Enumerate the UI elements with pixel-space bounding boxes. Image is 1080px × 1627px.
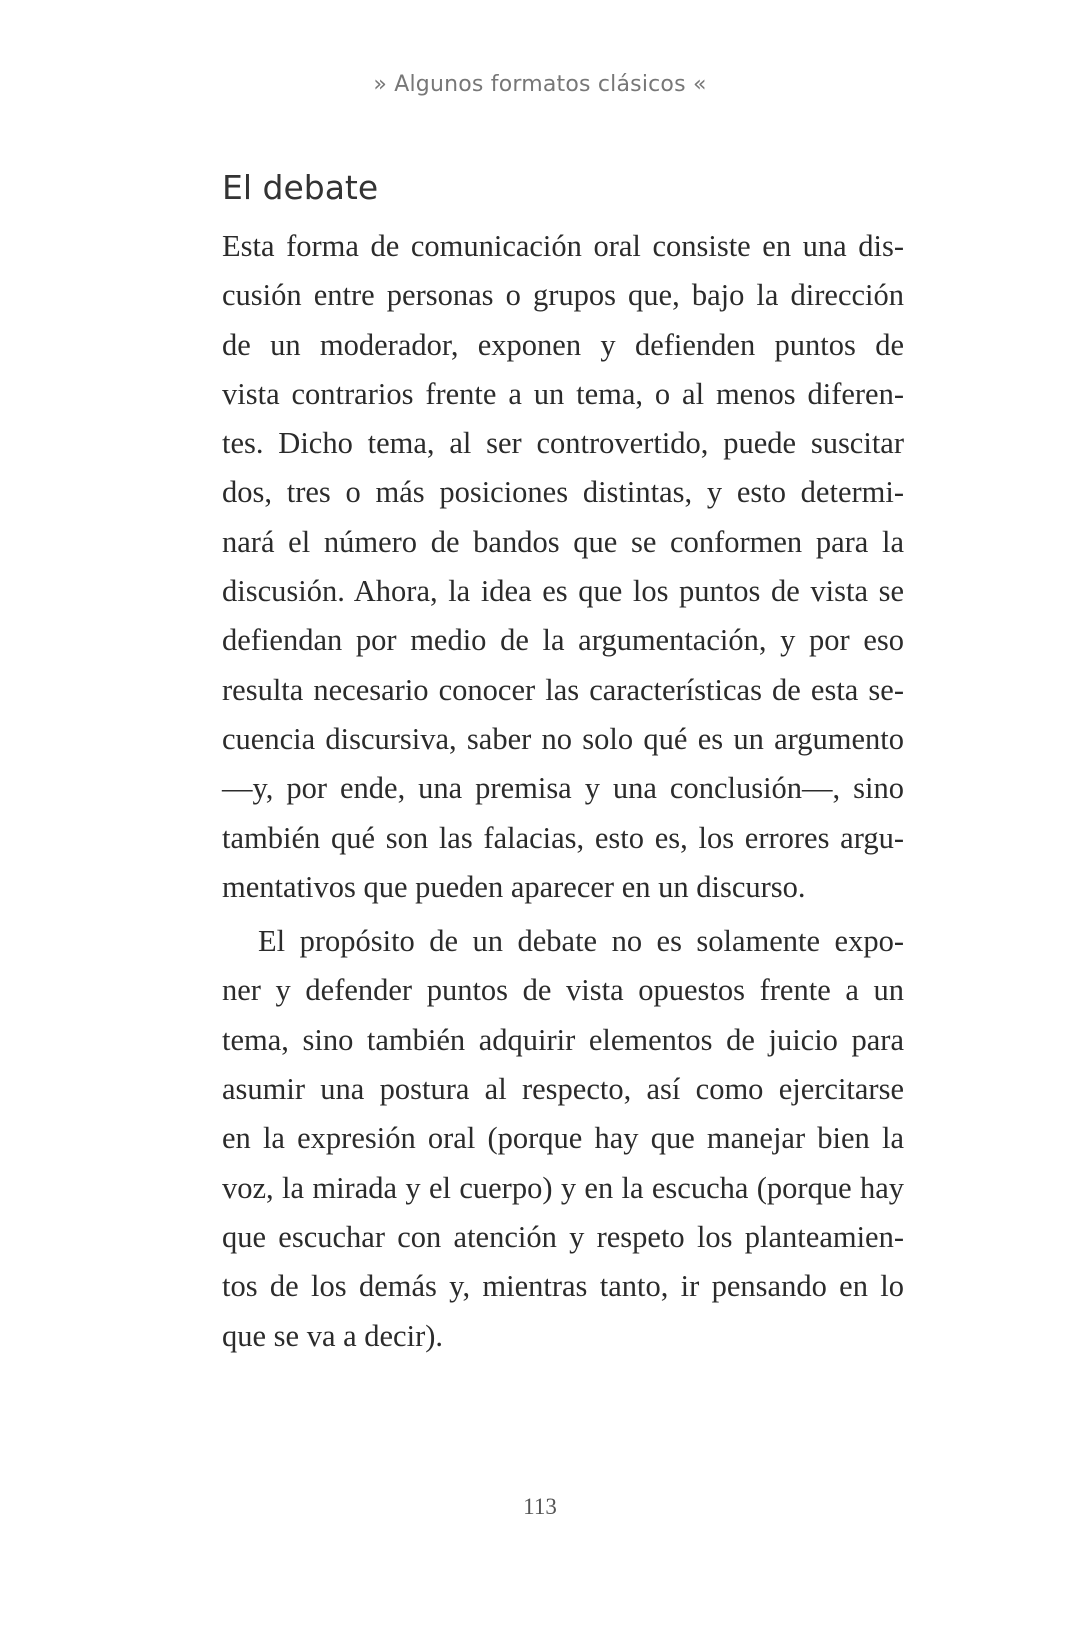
text-line: mentativos que pueden aparecer en un discurso. — [222, 869, 806, 904]
text-line: ner y defender puntos de vista opuestos frente a un — [222, 973, 904, 1008]
text-line: también qué son las falacias, esto es, los errores argu- — [222, 820, 904, 855]
text-line: de un moderador, exponen y defienden puntos de — [222, 327, 904, 362]
text-line: tes. Dicho tema, al ser controvertido, puede suscitar — [222, 426, 904, 461]
text-line: —y, por ende, una premisa y una conclusión—, sino — [222, 771, 904, 806]
running-header: » Algunos formatos clásicos « — [373, 72, 707, 97]
paragraph-1 — [222, 222, 904, 912]
text-line: discusión. Ahora, la idea es que los puntos de vista se — [222, 574, 904, 609]
paragraph-2 — [222, 917, 904, 1361]
text-line: defiendan por medio de la argumentación, y por eso — [222, 623, 904, 658]
text-line: dos, tres o más posiciones distintas, y esto determi- — [222, 475, 904, 510]
text-line: tos de los demás y, mientras tanto, ir pensando en lo — [222, 1269, 904, 1304]
text-line: nará el número de bandos que se conformen para la — [222, 524, 904, 559]
text-line: asumir una postura al respecto, así como ejercitarse — [222, 1072, 904, 1107]
text-line: resulta necesario conocer las características de esta se- — [222, 672, 904, 707]
text-line: cuencia discursiva, saber no solo qué es un argumento — [222, 721, 904, 756]
text-line: tema, sino también adquirir elementos de juicio para — [222, 1022, 904, 1057]
text-line: vista contrarios frente a un tema, o al menos diferen- — [222, 376, 904, 411]
text-line: que se va a decir). — [222, 1318, 444, 1353]
page-number: 113 — [523, 1494, 557, 1519]
text-line: voz, la mirada y el cuerpo) y en la escucha (porque hay — [222, 1170, 904, 1205]
page-body — [222, 164, 904, 1361]
text-line: que escuchar con atención y respeto los planteamien- — [222, 1219, 904, 1254]
text-line: Esta forma de comunicación oral consiste en una dis- — [222, 229, 904, 263]
text-line: en la expresión oral (porque hay que manejar bien la — [222, 1121, 904, 1156]
text-line: El propósito de un debate no es solamente expo- — [258, 924, 904, 959]
text-line: cusión entre personas o grupos que, bajo la dirección — [222, 278, 904, 313]
section-title: El debate — [222, 168, 379, 207]
